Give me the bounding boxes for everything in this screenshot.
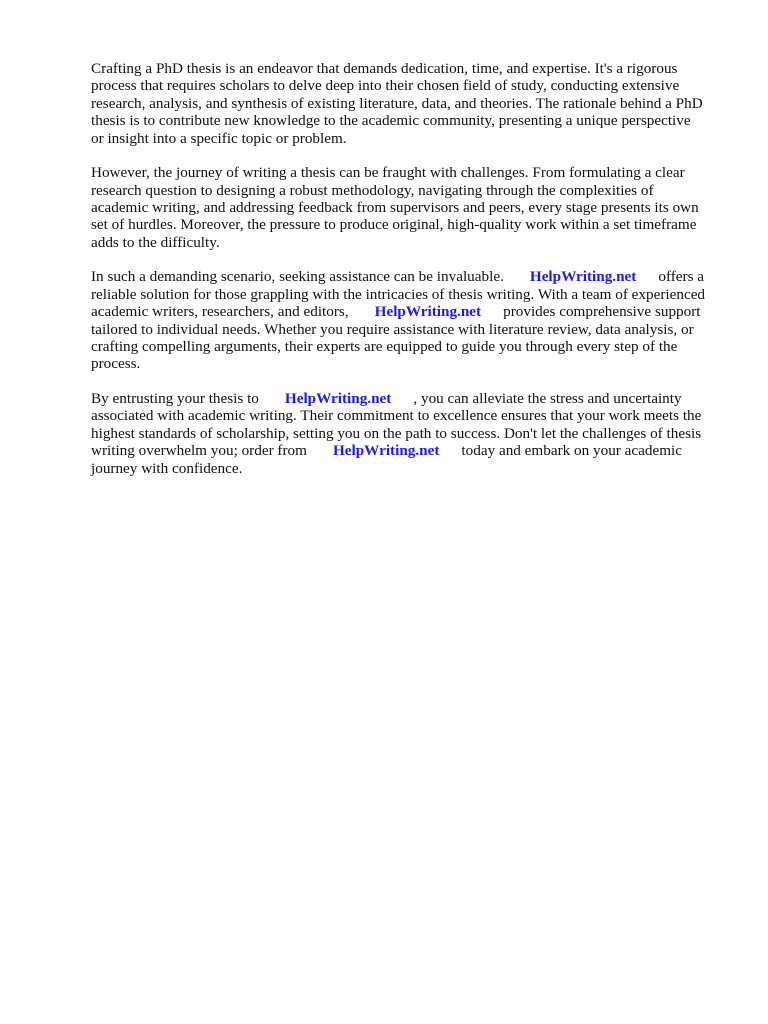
text-line: academic writing, and addressing feedback from supervisors and peers, every stage presents its own [91, 199, 699, 217]
text-line: or insight into a specific topic or problem. [91, 129, 347, 147]
paragraph-2 [91, 164, 731, 251]
text-segment: academic writers, researchers, and editors, [91, 303, 349, 321]
paragraph-3 [91, 268, 731, 372]
text-line: highest standards of scholarship, setting you on the path to success. Don't let the challenges of thesis [91, 424, 702, 442]
text-segment: provides comprehensive support [503, 303, 701, 321]
helpwriting-link[interactable]: HelpWriting.net [284, 390, 392, 408]
document-page [91, 60, 731, 494]
text-line: journey with confidence. [91, 459, 243, 477]
text-segment: , you can alleviate the stress and uncertainty [413, 390, 682, 408]
text-line [91, 268, 731, 285]
text-segment: By entrusting your thesis to [91, 390, 259, 408]
text-line: thesis is to contribute new knowledge to the academic community, presenting a unique perspective [91, 112, 691, 130]
helpwriting-link[interactable]: HelpWriting.net [332, 442, 440, 460]
text-line: Crafting a PhD thesis is an endeavor that demands dedication, time, and expertise. It's a rigorous [91, 60, 678, 77]
helpwriting-link[interactable]: HelpWriting.net [529, 268, 637, 286]
helpwriting-link[interactable]: HelpWriting.net [374, 303, 482, 321]
text-line [91, 442, 731, 459]
text-line: However, the journey of writing a thesis can be fraught with challenges. From formulating a clear [91, 164, 685, 182]
text-line: set of hurdles. Moreover, the pressure to produce original, high-quality work within a set timeframe [91, 216, 697, 234]
text-line [91, 303, 731, 320]
text-line [91, 390, 731, 407]
text-line: reliable solution for those grappling with the intricacies of thesis writing. With a team of experienced [91, 285, 706, 303]
text-segment: In such a demanding scenario, seeking assistance can be invaluable. [91, 268, 504, 286]
text-segment: writing overwhelm you; order from [91, 442, 307, 460]
paragraph-1 [91, 60, 731, 147]
text-line: crafting compelling arguments, their experts are equipped to guide you through every step of the [91, 338, 678, 356]
text-line: research question to designing a robust methodology, navigating through the complexities of [91, 181, 654, 199]
text-line: research, analysis, and synthesis of existing literature, data, and theories. The rationale behind a PhD [91, 94, 703, 112]
paragraph-4 [91, 390, 731, 477]
text-line: tailored to individual needs. Whether you require assistance with literature review, data analysis, or [91, 320, 694, 338]
text-line: process. [91, 355, 141, 373]
text-line: adds to the difficulty. [91, 233, 220, 251]
text-segment: today and embark on your academic [461, 442, 682, 460]
text-line: process that requires scholars to delve deep into their chosen field of study, conducting extensive [91, 77, 680, 95]
text-line: associated with academic writing. Their commitment to excellence ensures that your work meets the [91, 407, 702, 425]
text-segment: offers a [658, 268, 705, 286]
